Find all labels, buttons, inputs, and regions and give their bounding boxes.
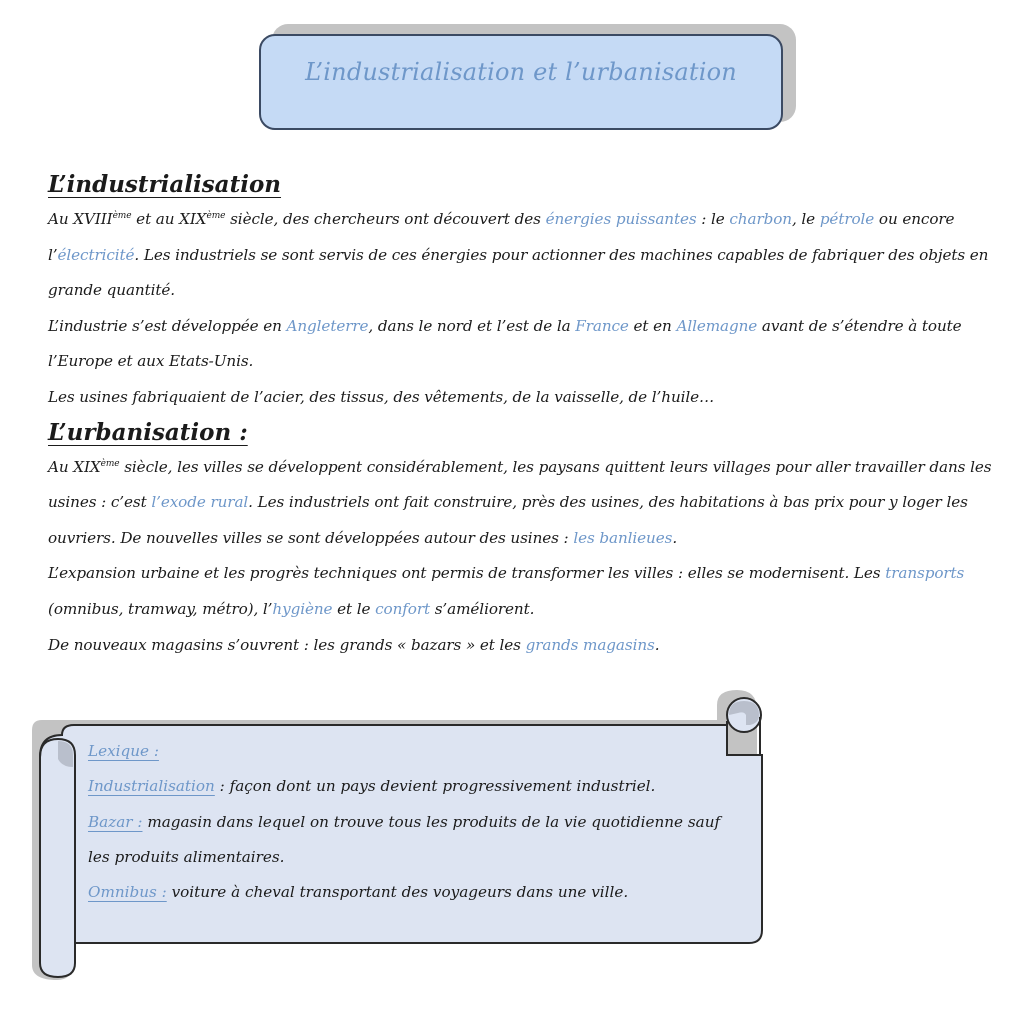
lexique-definition-continued: les produits alimentaires. (88, 847, 285, 866)
paragraph-products: Les usines fabriquaient de l’acier, des tissus, des vêtements, de la vaisselle, de l’huile… (48, 387, 715, 406)
heading-urbanisation: L’urbanisation : (48, 418, 248, 446)
lexique-definition: façon dont un pays devient progressivement industriel. (229, 777, 656, 796)
title-box (259, 34, 783, 130)
lexique-term: Omnibus : (88, 883, 167, 902)
keyword: hygiène (272, 599, 333, 618)
lexique-term: Industrialisation (88, 777, 215, 796)
keyword: Angleterre (286, 316, 369, 335)
page-title: L’industrialisation et l’urbanisation (305, 58, 737, 86)
lexique-heading: Lexique : (88, 742, 159, 760)
keyword: charbon (729, 210, 792, 228)
keyword: les banlieues (573, 528, 673, 547)
paragraph-countries: L’industrie s’est développée en Angleterre, dans le nord et l’est de la France et en Allemagne avant de s’étendre à toute l’Europe et aux Etats-Unis. (48, 316, 962, 371)
keyword: énergies puissantes (545, 210, 697, 228)
paragraph-energies: Au XVIIIème et au XIXème siècle, des chercheurs ont découvert des énergies puissantes : le charbon, le pétrole ou encore l’électricité. Les industriels se sont servis de ces énergies pour actionner des machines capables de fabriquer des objets en grande quantité. (48, 210, 989, 300)
keyword: France (575, 316, 629, 335)
paragraph-modernisation: L’expansion urbaine et les progrès techniques ont permis de transformer les villes : elles se modernisent. Les transports (omnibus, tramway, métro), l’hygiène et le confort s’améliorent. (48, 564, 965, 618)
lexique-definition: voiture à cheval transportant des voyageurs dans une ville. (171, 883, 629, 902)
paragraph-exode: Au XIXème siècle, les villes se développent considérablement, les paysans quittent leurs villages pour aller travailler dans les usines : c’est l’exode rural. Les industriels ont fait construire, près des usines, des habitations à bas prix pour y loger les ouvriers. De nouvelles villes se sont développées autour des usines : les banlieues. (48, 457, 992, 547)
keyword: confort (375, 599, 431, 618)
keyword: pétrole (819, 210, 875, 228)
lexique-box (88, 734, 748, 910)
lexique-entry (88, 805, 748, 876)
paragraph-magasins: De nouveaux magasins s’ouvrent : les grands « bazars » et les grands magasins. (48, 635, 660, 654)
keyword: l’exode rural (151, 493, 249, 512)
keyword: transports (885, 564, 965, 583)
lexique-definition: magasin dans lequel on trouve tous les produits de la vie quotidienne sauf (147, 812, 721, 831)
lexique-term: Bazar : (88, 812, 143, 831)
keyword: électricité (57, 245, 135, 264)
keyword: Allemagne (676, 316, 758, 335)
lexique-entry: Industrialisation : façon dont un pays devient progressivement industriel. (88, 777, 656, 796)
main-content (48, 168, 1008, 663)
lexique-entry (88, 875, 748, 910)
heading-industrialisation: L’industrialisation (48, 171, 282, 198)
keyword: grands magasins (525, 635, 655, 654)
